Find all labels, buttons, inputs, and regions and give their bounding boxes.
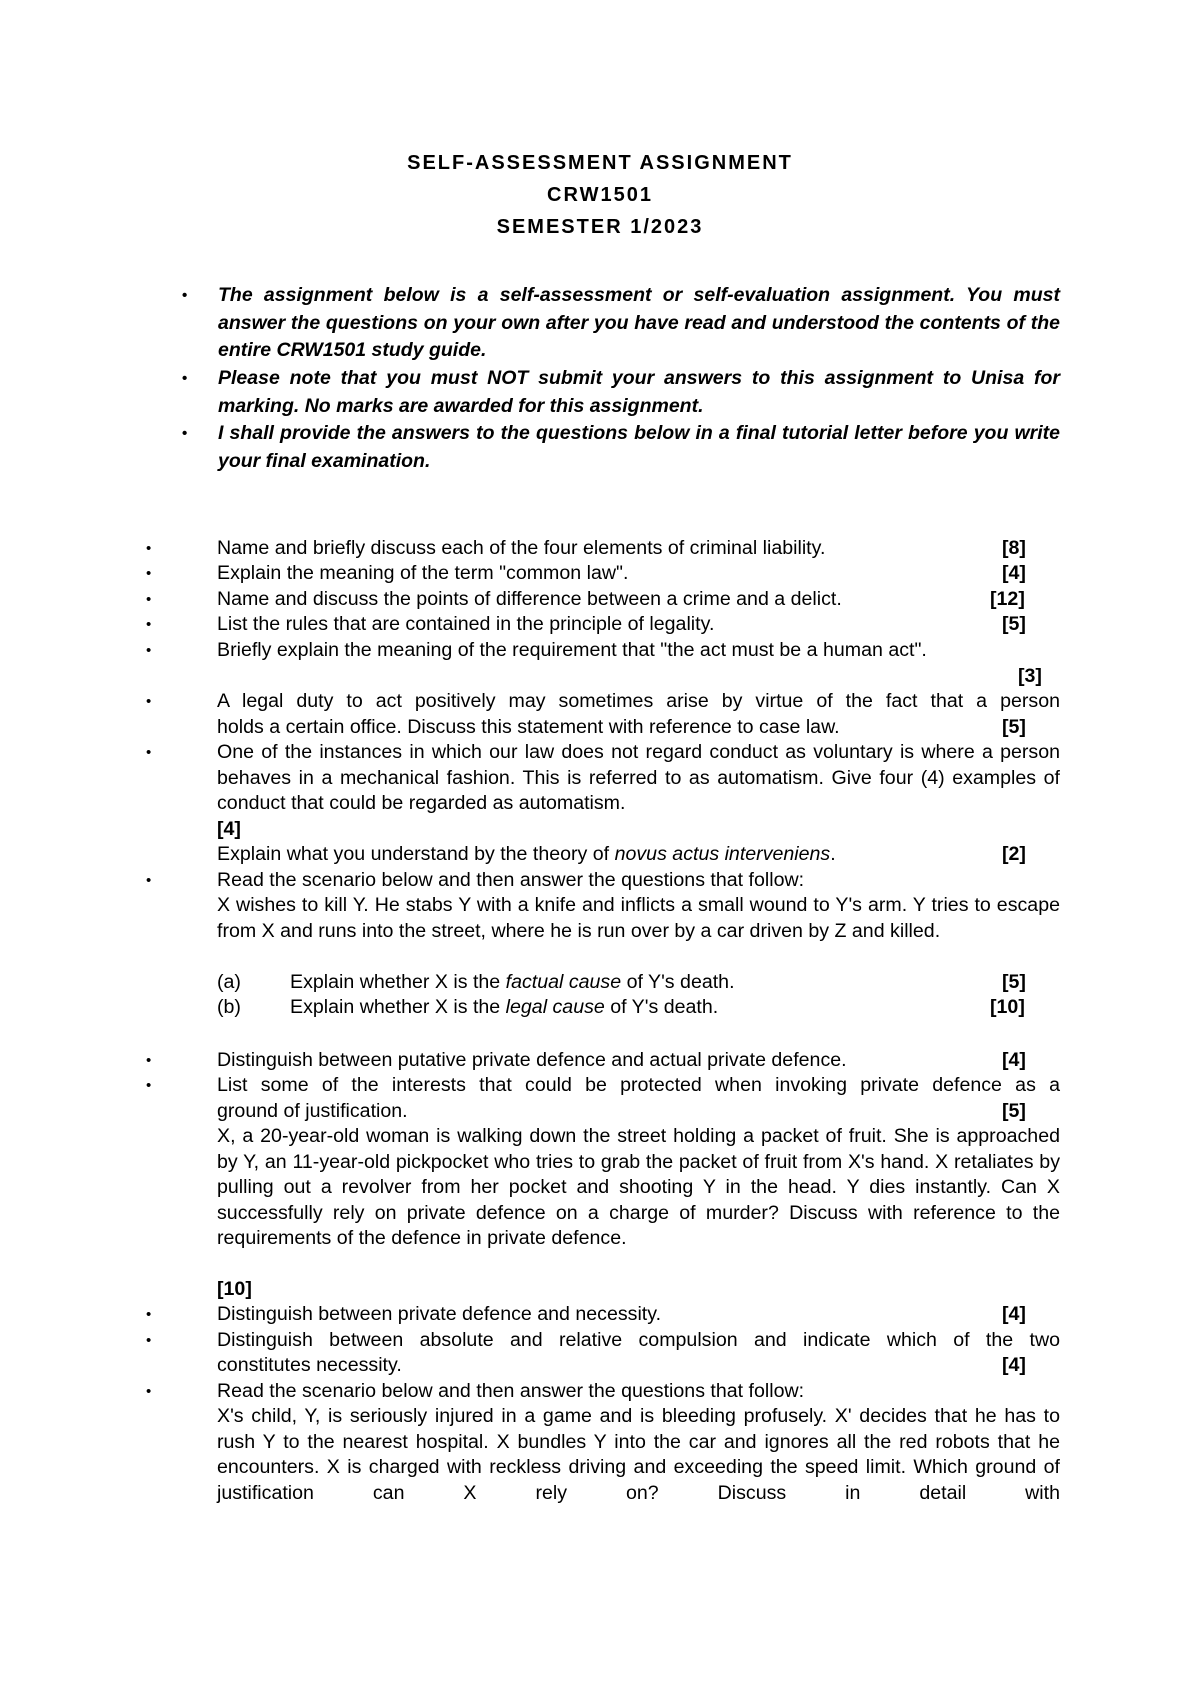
question-text-line-1: Distinguish between absolute and relative compulsion and indicate which of the two <box>217 1329 1060 1351</box>
question-marks: [10] <box>990 996 1025 1018</box>
question-8 <box>217 842 1060 868</box>
subquestion-a <box>290 970 735 996</box>
question-marks: [4] <box>217 818 241 840</box>
question-12 <box>217 1124 1060 1252</box>
question-text: One of the instances in which our law does not regard conduct as voluntary is where a person behaves in a mechanical fashion. This is referred to as automatism. Give four (4) examples of conduct that could be regarded as automatism. <box>217 741 1060 814</box>
notice-answers-provided <box>182 420 1060 475</box>
assignment-title: SELF-ASSESSMENT ASSIGNMENT <box>407 152 793 174</box>
question-5 <box>217 638 1060 664</box>
bullet-icon: • <box>146 1306 152 1323</box>
question-marks: [5] <box>1002 716 1026 738</box>
latin-term: novus actus interveniens <box>614 843 831 865</box>
question-text: Explain whether X is the <box>290 996 506 1018</box>
question-text: List the rules that are contained in the principle of legality. <box>217 613 715 635</box>
bullet-icon: • <box>146 565 152 582</box>
question-marks: [3] <box>1018 665 1042 687</box>
question-text-end: . <box>830 843 836 865</box>
question-marks: [12] <box>990 588 1025 610</box>
question-13 <box>217 1302 1060 1328</box>
question-14 <box>217 1328 1060 1354</box>
question-marks: [5] <box>1002 1100 1026 1122</box>
scenario-text: X's child, Y, is seriously injured in a game and is bleeding profusely. X' decides that he has to rush Y to the nearest hospital. X bundles Y into the car and ignores all the red robots that he encounters. X is charged with reckless driving and exceeding the speed limit. Which ground of justification can X rely on? Discuss in detail with <box>217 1405 1060 1504</box>
question-3 <box>217 587 1060 613</box>
question-text-line-2: ground of justification. <box>217 1100 408 1122</box>
question-text: Explain whether X is the <box>290 971 506 993</box>
bullet-icon: • <box>182 370 188 387</box>
notice-no-submission <box>182 365 1060 420</box>
question-text: Name and discuss the points of difference between a crime and a delict. <box>217 588 842 610</box>
question-4 <box>217 612 1060 638</box>
bullet-icon: • <box>146 1077 152 1094</box>
subquestion-b <box>290 995 718 1021</box>
question-marks: [8] <box>1002 537 1026 559</box>
notice-text: I shall provide the answers to the questions below in a final tutorial letter before you write your final examination. <box>218 422 1060 472</box>
notice-self-assessment <box>182 282 1060 365</box>
question-marks: [4] <box>1002 1303 1026 1325</box>
notice-text: The assignment below is a self-assessment or self-evaluation assignment. You must answer the questions on your own after you have read and understood the contents of the entire CRW1501 study guide. <box>218 284 1060 361</box>
bullet-icon: • <box>146 642 152 659</box>
bullet-icon: • <box>146 744 152 761</box>
question-1 <box>217 536 1060 562</box>
question-marks: [4] <box>1002 1049 1026 1071</box>
question-text: Briefly explain the meaning of the requirement that "the act must be a human act". <box>217 639 927 661</box>
question-2 <box>217 561 1060 587</box>
legal-term: factual cause <box>505 971 622 993</box>
question-9-scenario <box>217 893 1060 944</box>
question-6-continued <box>217 715 1060 741</box>
bullet-icon: • <box>146 1052 152 1069</box>
question-14-continued <box>217 1353 1060 1379</box>
bullet-icon: • <box>146 616 152 633</box>
bullet-icon: • <box>146 591 152 608</box>
notice-text: Please note that you must NOT submit your answers to this assignment to Unisa for marking. No marks are awarded for this assignment. <box>218 367 1060 417</box>
bullet-icon: • <box>182 287 188 304</box>
scenario-text: X wishes to kill Y. He stabs Y with a knife and inflicts a small wound to Y's arm. Y tries to escape from X and runs into the street, where he is run over by a car driven by Z and killed. <box>217 894 1060 942</box>
question-text: Explain what you understand by the theory of <box>217 843 615 865</box>
subquestion-label: (b) <box>217 996 241 1018</box>
question-text-line-1: List some of the interests that could be protected when invoking private defence as a <box>217 1074 1060 1096</box>
question-text-line-2: holds a certain office. Discuss this statement with reference to case law. <box>217 716 840 738</box>
question-text: Read the scenario below and then answer the questions that follow: <box>217 1380 805 1402</box>
question-text: X, a 20-year-old woman is walking down the street holding a packet of fruit. She is approached by Y, an 11-year-old pickpocket who tries to grab the packet of fruit from X's hand. X retaliates by pulling out a revolver from her pocket and shooting Y in the head. Y dies instantly. Can X successfully rely on private defence on a charge of murder? Discuss with reference to the requirements of the defence in private defence. <box>217 1125 1060 1249</box>
bullet-icon: • <box>146 1332 152 1349</box>
question-11-continued <box>217 1099 1060 1125</box>
question-text-end: of Y's death. <box>621 971 735 993</box>
question-text: Distinguish between putative private defence and actual private defence. <box>217 1049 847 1071</box>
question-marks: [5] <box>1002 613 1026 635</box>
question-7 <box>217 740 1060 817</box>
semester-label: SEMESTER 1/2023 <box>496 216 704 238</box>
question-10 <box>217 1048 1060 1074</box>
bullet-icon: • <box>182 425 188 442</box>
module-code: CRW1501 <box>547 184 653 206</box>
question-marks: [10] <box>217 1278 252 1300</box>
bullet-icon: • <box>146 693 152 710</box>
question-text-end: of Y's death. <box>604 996 719 1018</box>
question-11 <box>217 1073 1060 1099</box>
question-marks: [4] <box>1002 562 1026 584</box>
bullet-icon: • <box>146 540 152 557</box>
bullet-icon: • <box>146 1383 152 1400</box>
question-15-scenario <box>217 1404 1060 1506</box>
question-9-intro <box>217 868 1060 894</box>
question-text-line-2: constitutes necessity. <box>217 1354 402 1376</box>
question-marks: [2] <box>1002 843 1026 865</box>
subquestion-label: (a) <box>217 971 241 993</box>
question-marks: [5] <box>1002 971 1026 993</box>
bullet-icon: • <box>146 872 152 889</box>
question-text: Read the scenario below and then answer the questions that follow: <box>217 869 805 891</box>
question-15-intro <box>217 1379 1060 1405</box>
question-6 <box>217 689 1060 715</box>
question-text-line-1: A legal duty to act positively may sometimes arise by virtue of the fact that a person <box>217 690 1060 712</box>
question-text: Name and briefly discuss each of the four elements of criminal liability. <box>217 537 826 559</box>
question-text: Distinguish between private defence and necessity. <box>217 1303 662 1325</box>
legal-term: legal cause <box>505 996 605 1018</box>
question-text: Explain the meaning of the term "common law". <box>217 562 629 584</box>
question-marks: [4] <box>1002 1354 1026 1376</box>
